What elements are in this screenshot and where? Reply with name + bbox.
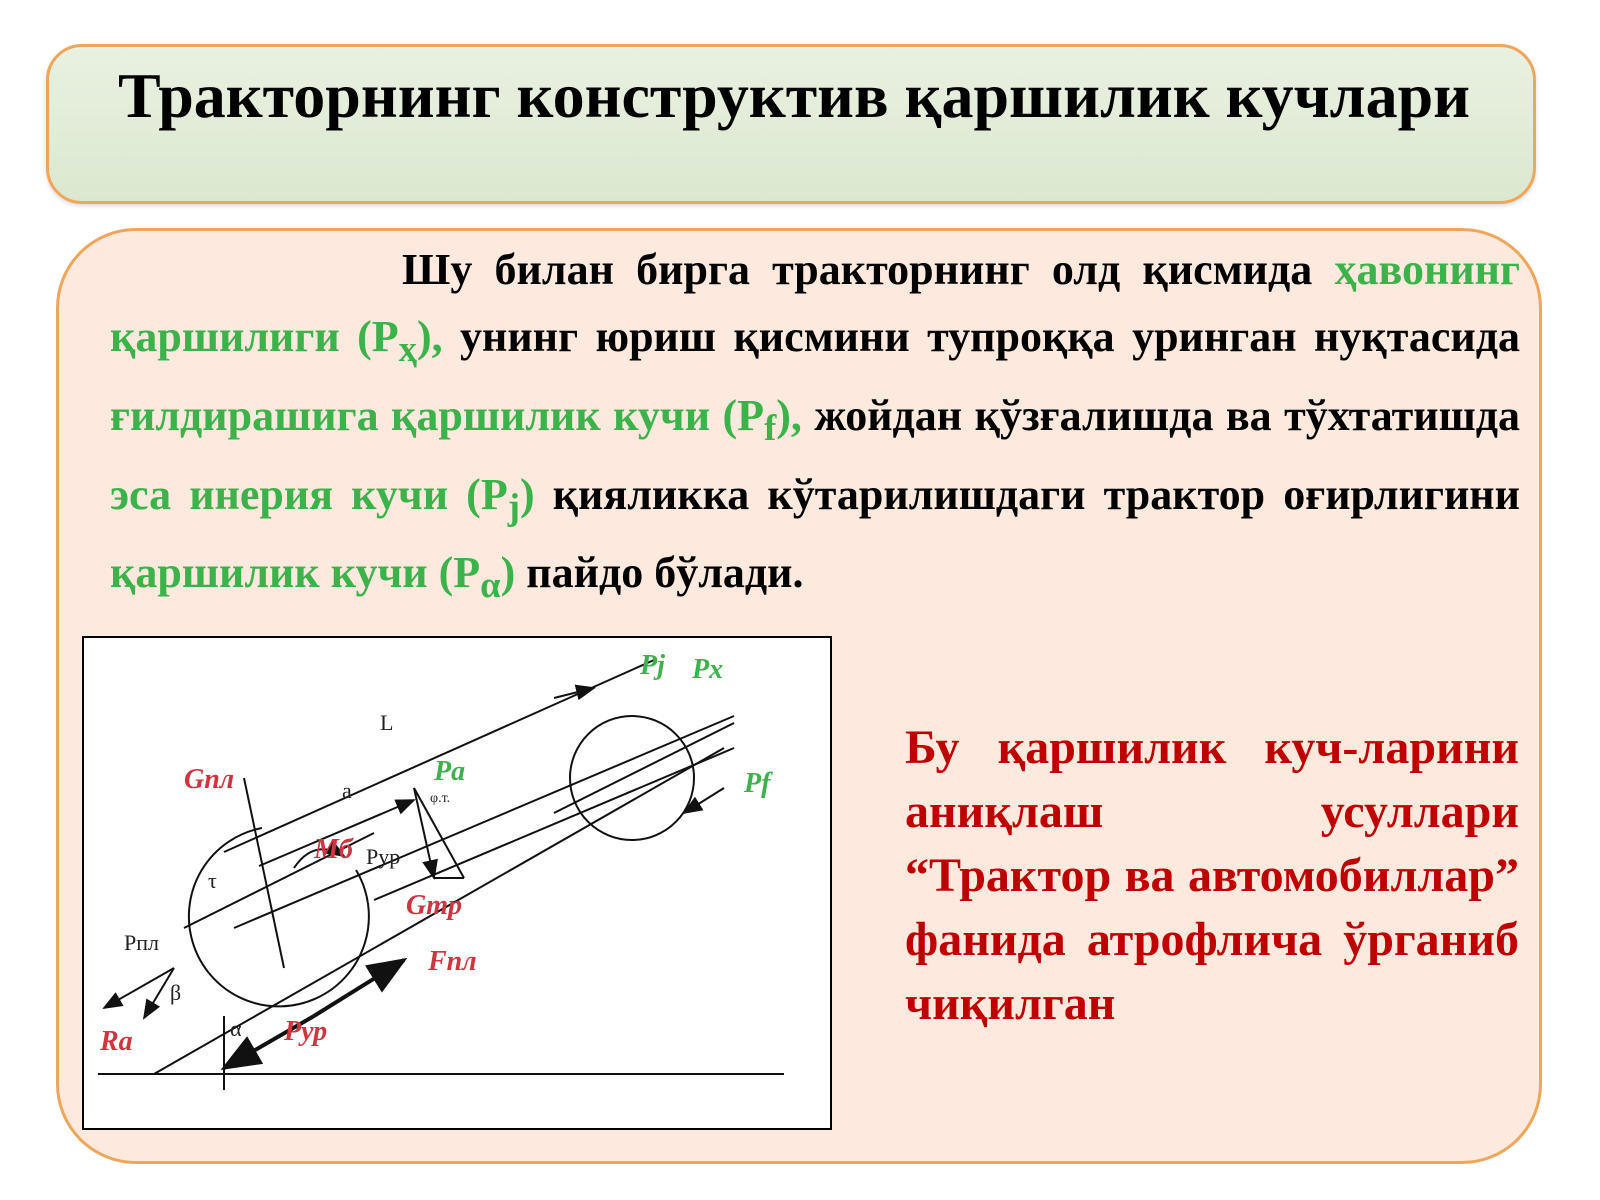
highlight-inertia-force [110,469,535,527]
body-line-low [374,748,734,900]
label-P-pl: Pпл [124,930,159,955]
tractor-forces-diagram [82,636,832,1130]
highlight-rolling-resistance [110,390,802,448]
label-a: a [342,778,352,803]
title-banner [46,44,1536,204]
highlight-grade-resistance [110,548,516,606]
highlight-text: ҳавонинг қаршилиги (Р [110,245,1520,361]
text-run: унинг юриш қисмини тупроққа уринган нуқтасида [442,312,1520,361]
label-beta: β [170,980,182,1005]
highlight-text: қаршилик кучи (Р [110,548,481,598]
subscript: f [764,406,777,448]
text-run: Шу билан бирга тракторнинг олд қисмида [402,245,1335,294]
text-run: жойдан қўзғалишда ва тўхтатишда [801,390,1520,440]
note-last-line: чиқилган [905,977,1116,1030]
label-F-pl: Fпл [428,946,477,977]
label-G-tr: Gтр [406,890,462,921]
highlight-text-end: ), [416,312,443,361]
text-run: пайдо бўлади. [515,548,804,598]
body-line-mid [234,716,734,928]
label-P-f: Pf [744,768,771,799]
main-paragraph [110,236,1520,636]
label-P-x: Px [692,654,724,685]
label-tau: τ [208,868,217,893]
highlight-text-end: ) [500,548,516,598]
rear-wheel-vertical [244,778,284,968]
label-L: L [380,710,394,735]
note-paragraph [905,716,1519,1036]
label-P-a: Pa [434,756,466,787]
note-text: Бу қаршилик куч-ларини аниқлаш усуллари “Трактор ва автомобиллар” фанида атрофлича ўрганиб [905,721,1519,966]
subscript: ҳ [398,327,417,369]
hitch-force-arrow [104,968,174,1008]
label-phi-t: φ.т. [430,791,451,806]
subscript: α [480,564,501,606]
label-alpha: α [230,1016,242,1041]
highlight-text-end: ), [776,390,802,440]
subscript: j [507,485,520,527]
label-P-ur-top: Pур [366,844,401,869]
highlight-text: эса инерия кучи (Р [110,469,508,519]
label-M-b: Mб [314,834,353,865]
traction-force-arrow [314,960,404,1016]
label-G-pl: Gпл [184,764,235,795]
label-R-a: Ra [100,1026,133,1057]
highlight-text: ғилдирашига қаршилик кучи (Р [110,390,765,440]
slide-title: Тракторнинг конструктив қаршилик кучлари [117,60,1471,131]
highlight-text-end: ) [519,469,535,519]
label-P-j: Pj [640,650,665,681]
label-P-ur: Pур [284,1016,328,1047]
diagram-svg [84,638,830,1128]
text-run: қияликка кўтарилишдаги трактор оғирлигини [534,469,1520,519]
